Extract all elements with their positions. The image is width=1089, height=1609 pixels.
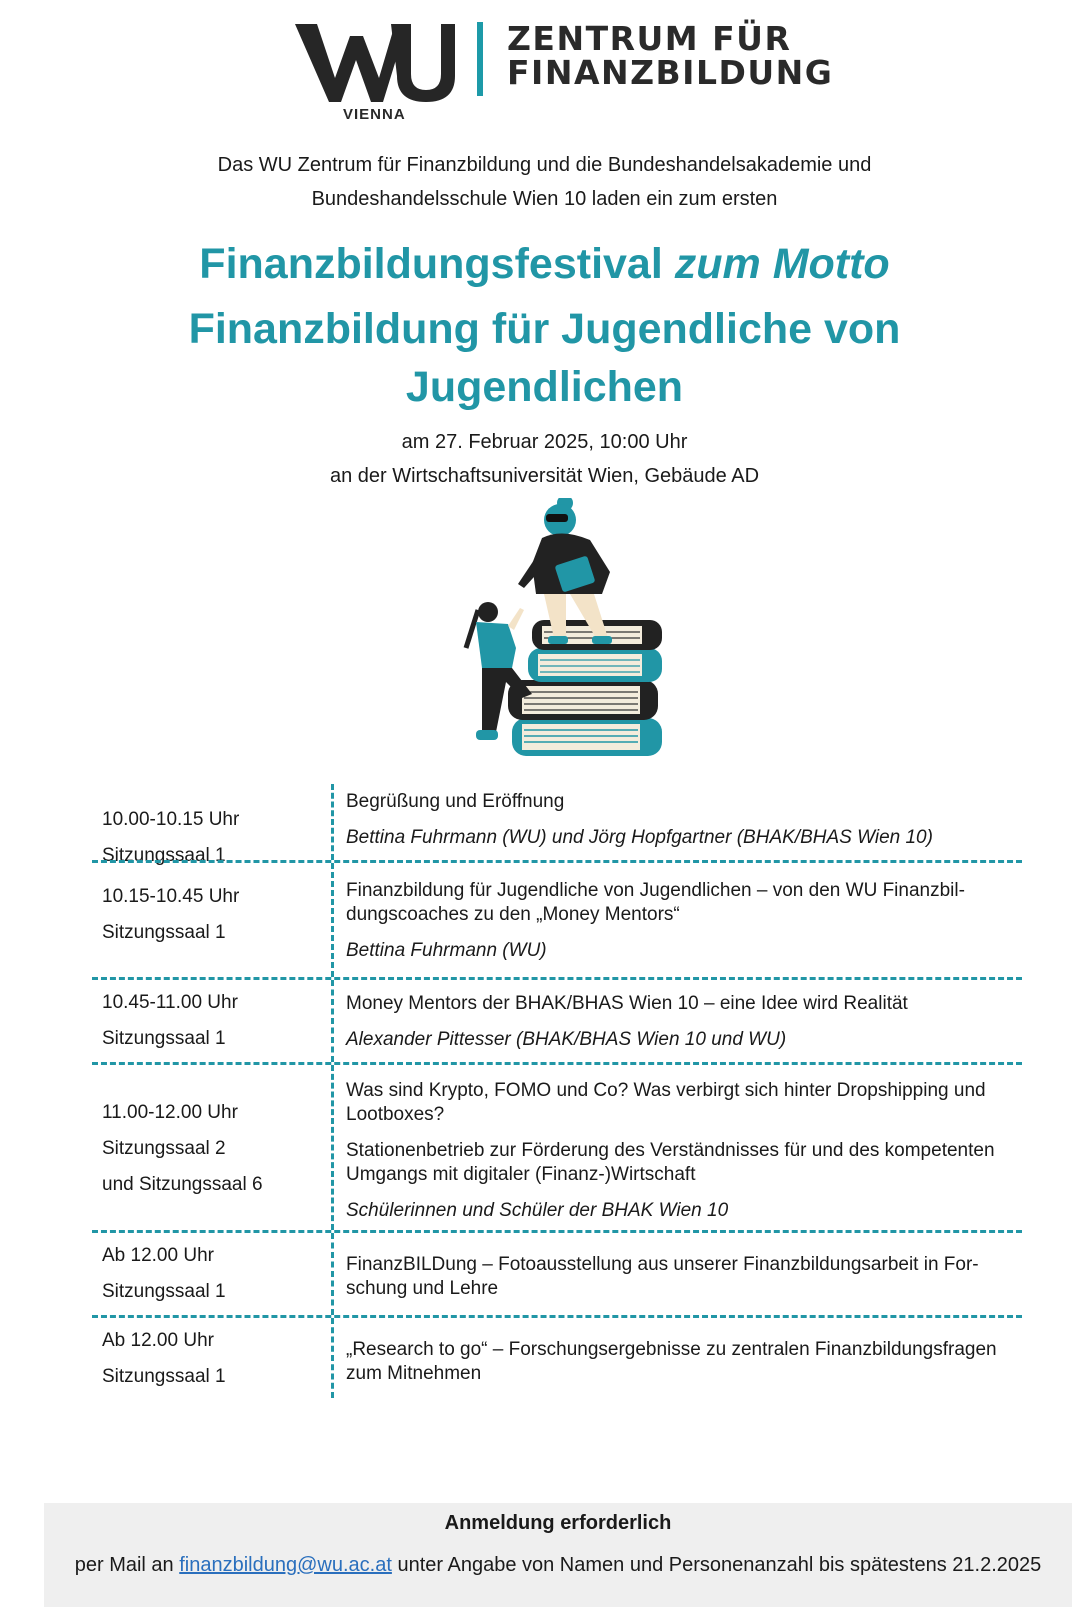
session-time: Ab 12.00 Uhr: [102, 1330, 214, 1351]
schedule-time-cell: [92, 873, 331, 977]
logo-line-2: FINANZBILDUNG: [507, 53, 834, 92]
session-time: 10.45-11.00 Uhr: [102, 992, 238, 1013]
festival-title: [0, 233, 1089, 295]
session-topic: „Research to go“ – Forschungsergebnisse zu zentralen Finanzbildungsfragen zum Mitnehmen: [346, 1339, 997, 1384]
schedule-row: [92, 1230, 1022, 1315]
event-location: an der Wirtschaftsuniversität Wien, Gebäude AD: [329, 465, 760, 487]
festival-motto-label: zum Motto: [674, 240, 890, 288]
logo-line-1: ZENTRUM FÜR: [507, 19, 792, 58]
schedule-row: [92, 860, 1022, 977]
schedule-topic-cell: [331, 1233, 1022, 1315]
session-room: Sitzungssaal 2: [102, 1138, 226, 1159]
session-speaker: Schülerinnen und Schüler der BHAK Wien 10: [346, 1200, 729, 1221]
schedule-time-cell: [92, 1065, 331, 1230]
session-time: 11.00-12.00 Uhr: [102, 1102, 238, 1123]
book-stack-icon: [508, 620, 662, 756]
subtitle-line-1: Finanzbildung für Jugendliche von: [188, 305, 901, 353]
event-details: [0, 425, 1089, 493]
session-topic-detail: Stationenbetrieb zur Förderung des Verständnisses für und des kompetenten Umgangs mit digitaler (Finanz-)Wirtschaft: [346, 1140, 995, 1185]
schedule-row: [92, 1062, 1022, 1230]
session-topic: Begrüßung und Eröffnung: [346, 791, 565, 812]
session-speaker: Bettina Fuhrmann (WU): [346, 940, 547, 961]
festival-subtitle: [0, 300, 1089, 416]
schedule-table: [92, 791, 1022, 1398]
registration-prefix: per Mail an: [74, 1554, 174, 1576]
adult-figure-icon: [518, 498, 612, 644]
wu-logo: [295, 18, 835, 128]
logo-vienna: VIENNA: [343, 106, 406, 123]
registration-email-link[interactable]: finanzbildung@wu.ac.at: [179, 1554, 392, 1576]
subtitle-line-2: Jugendlichen: [405, 363, 684, 411]
session-topic: Was sind Krypto, FOMO und Co? Was verbirgt sich hinter Dropshipping und Lootboxes?: [346, 1080, 986, 1125]
schedule-topic-cell: [331, 980, 1022, 1062]
schedule-time-cell: [92, 1318, 331, 1398]
intro-text: [0, 148, 1089, 216]
festival-name: Finanzbildungsfestival: [199, 240, 663, 288]
intro-line-2: Bundeshandelsschule Wien 10 laden ein zum ersten: [311, 188, 778, 210]
schedule-time-cell: [92, 1233, 331, 1315]
schedule-row: [92, 791, 1022, 866]
session-topic: FinanzBILDung – Fotoausstellung aus unserer Finanzbildungsarbeit in For-schung und Lehre: [346, 1254, 979, 1299]
registration-text: [44, 1550, 1072, 1580]
wu-logo-icon: [295, 18, 460, 118]
session-time: 10.15-10.45 Uhr: [102, 886, 240, 907]
logo-divider: [477, 22, 483, 96]
schedule-topic-cell: [331, 1065, 1022, 1230]
event-date: am 27. Februar 2025, 10:00 Uhr: [401, 431, 688, 453]
schedule-topic-cell: [331, 784, 1022, 860]
schedule-topic-cell: [331, 863, 1022, 977]
registration-title: Anmeldung erforderlich: [444, 1512, 672, 1534]
registration-box: [44, 1503, 1072, 1607]
schedule-time-cell: [92, 808, 331, 866]
schedule-time-cell: [92, 980, 331, 1062]
logo-text: [507, 19, 834, 92]
mentor-books-illustration: [462, 498, 692, 778]
session-topic: Money Mentors der BHAK/BHAS Wien 10 – eine Idee wird Realität: [346, 993, 908, 1014]
session-room: Sitzungssaal 1: [102, 1028, 226, 1049]
session-speaker: Bettina Fuhrmann (WU) und Jörg Hopfgartner (BHAK/BHAS Wien 10): [346, 827, 933, 848]
session-room: Sitzungssaal 1: [102, 922, 226, 943]
session-room: Sitzungssaal 1: [102, 845, 226, 866]
session-speaker: Alexander Pittesser (BHAK/BHAS Wien 10 und WU): [346, 1029, 787, 1050]
session-room-2: und Sitzungssaal 6: [102, 1174, 263, 1195]
schedule-row: [92, 1315, 1022, 1398]
session-topic: Finanzbildung für Jugendliche von Jugendlichen – von den WU Finanzbil-dungscoaches zu den „Money Mentors“: [346, 880, 965, 925]
intro-line-1: Das WU Zentrum für Finanzbildung und die Bundeshandelsakademie und: [217, 154, 872, 176]
registration-suffix: unter Angabe von Namen und Personenanzahl bis spätestens 21.2.2025: [397, 1554, 1042, 1576]
schedule-topic-cell: [331, 1318, 1022, 1398]
schedule-row: [92, 977, 1022, 1062]
session-time: Ab 12.00 Uhr: [102, 1245, 214, 1266]
session-time: 10.00-10.15 Uhr: [102, 809, 240, 830]
session-room: Sitzungssaal 1: [102, 1281, 226, 1302]
session-room: Sitzungssaal 1: [102, 1366, 226, 1387]
